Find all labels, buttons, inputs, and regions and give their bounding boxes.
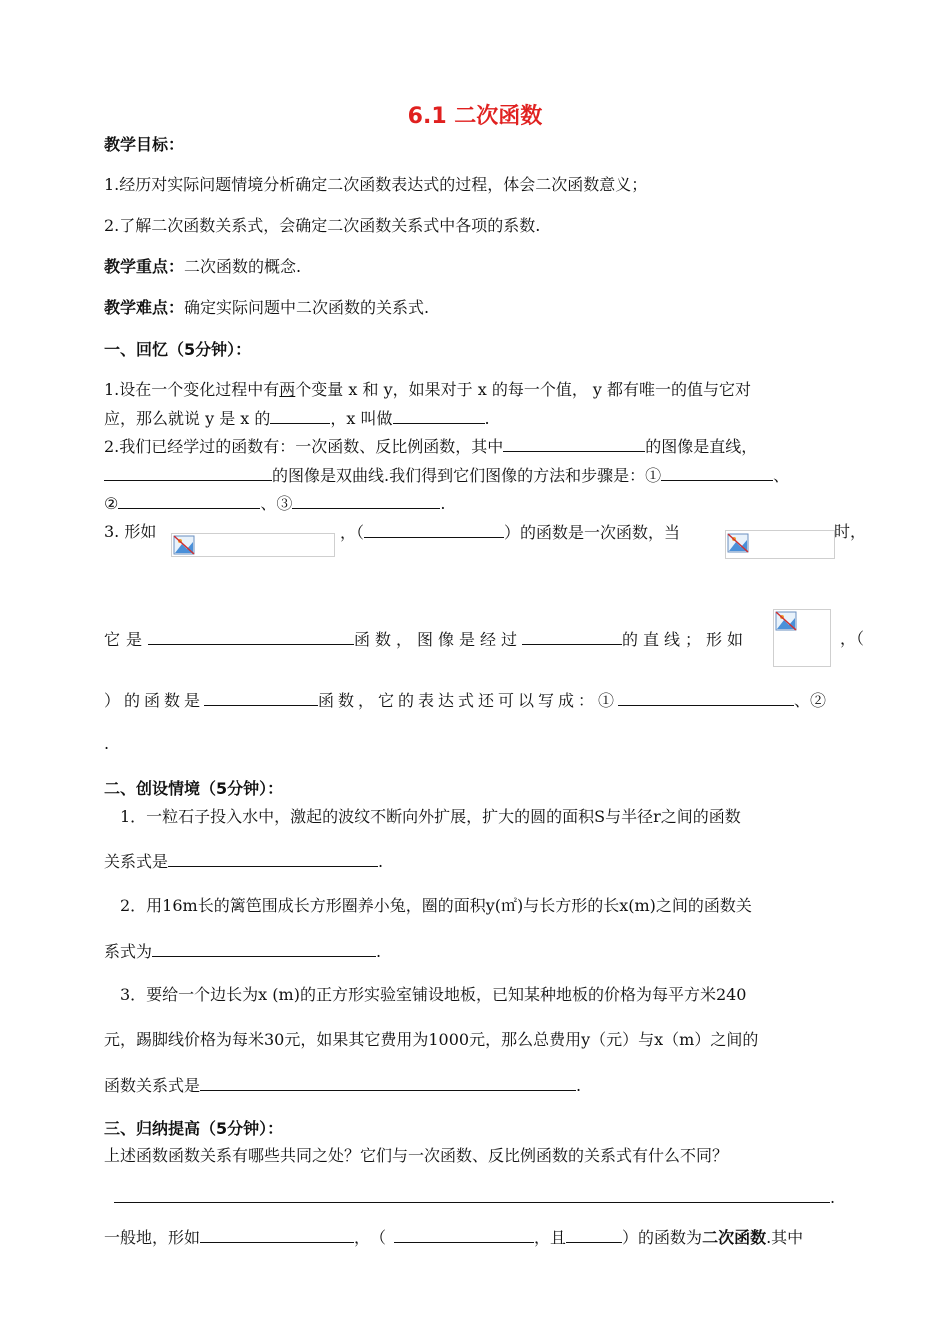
section3-heading: 三、归纳提高（5分钟）： bbox=[104, 1119, 284, 1138]
answer-blank[interactable] bbox=[503, 435, 645, 452]
s3-answer-line bbox=[114, 1186, 835, 1209]
text: 1.设在一个变化过程中有 bbox=[104, 380, 280, 399]
answer-blank[interactable] bbox=[118, 492, 260, 509]
text: 、② bbox=[794, 691, 827, 710]
text: 2.我们已经学过的函数有：一次函数、反比例函数，其中 bbox=[104, 437, 504, 456]
text: 的图像是双曲线.我们得到它们图像的方法和步骤是：① bbox=[272, 466, 662, 485]
answer-blank[interactable] bbox=[168, 850, 378, 867]
s2-p1-line1: 1．一粒石子投入水中，激起的波纹不断向外扩展，扩大的圆的面积S与半径r之间的函数 bbox=[120, 807, 741, 826]
s1-q1-line1 bbox=[104, 379, 751, 401]
page-title: 6.1 二次函数 bbox=[407, 104, 543, 129]
s1-q3-line2 bbox=[104, 628, 748, 651]
text: 、 bbox=[773, 466, 790, 485]
section1-heading: 一、回忆（5分钟）： bbox=[104, 340, 252, 359]
answer-blank[interactable] bbox=[393, 407, 485, 424]
s2-p3-line2: 元，踢脚线价格为每米30元，如果其它费用为1000元，那么总费用y（元）与x（m）之间的 bbox=[104, 1030, 759, 1049]
formula-image bbox=[171, 533, 335, 557]
answer-blank[interactable] bbox=[618, 689, 794, 706]
text: . bbox=[484, 409, 490, 428]
answer-blank[interactable] bbox=[152, 940, 376, 957]
s3-definition bbox=[104, 1226, 803, 1249]
answer-blank[interactable] bbox=[204, 689, 318, 706]
formula-image bbox=[725, 530, 835, 559]
objective-item-2: 2.了解二次函数关系式，会确定二次函数关系式中各项的系数. bbox=[104, 216, 541, 235]
s1-q1-line2 bbox=[104, 407, 490, 430]
objectives-heading: 教学目标： bbox=[104, 135, 185, 154]
focus-text: 二次函数的概念. bbox=[184, 257, 302, 276]
text: 系式为 bbox=[104, 942, 153, 961]
text: 3. 形如 bbox=[104, 522, 157, 541]
text: 、③ bbox=[260, 494, 293, 513]
s1-q2-line1 bbox=[104, 435, 757, 458]
text: 应，那么就说 y 是 x 的 bbox=[104, 409, 271, 428]
teaching-difficulty bbox=[104, 297, 429, 319]
answer-blank[interactable] bbox=[661, 464, 773, 481]
text: 函数关系式是 bbox=[104, 1076, 201, 1095]
answer-blank[interactable] bbox=[200, 1074, 576, 1091]
s1-q3-line1-end: 时， bbox=[834, 522, 867, 541]
section2-heading: 二、创设情境（5分钟）： bbox=[104, 779, 284, 798]
broken-image-icon bbox=[172, 534, 196, 556]
s1-q3-line3 bbox=[104, 689, 826, 712]
focus-label: 教学重点： bbox=[104, 257, 185, 276]
s2-p3-line1: 3．要给一个边长为x (m)的正方形实验室铺设地板，已知某种地板的价格为每平方米240 bbox=[120, 985, 747, 1004]
s3-question: 上述函数函数关系有哪些共同之处？它们与一次函数、反比例函数的关系式有什么不同？ bbox=[104, 1146, 729, 1165]
broken-image-icon bbox=[774, 610, 798, 634]
text: . bbox=[376, 942, 382, 961]
teaching-focus bbox=[104, 256, 301, 278]
text: ，（ bbox=[354, 1228, 395, 1247]
text: 的图像是直线， bbox=[645, 437, 758, 456]
s1-q2-line3 bbox=[104, 492, 445, 515]
text: ）的函数是一次函数，当 bbox=[504, 523, 681, 542]
text: .其中 bbox=[766, 1228, 804, 1247]
answer-blank[interactable] bbox=[148, 628, 354, 645]
s2-p3-line3 bbox=[104, 1074, 581, 1097]
text: ）的函数是 bbox=[104, 691, 205, 710]
formula-image bbox=[773, 609, 831, 667]
text: 的直线；形如 bbox=[622, 630, 749, 649]
answer-blank[interactable] bbox=[394, 1226, 534, 1243]
s1-q3-line1-mid bbox=[340, 521, 680, 544]
answer-blank[interactable] bbox=[270, 407, 330, 424]
text: ② bbox=[104, 494, 119, 513]
text: 函数，它的表达式还可以写成：① bbox=[318, 691, 619, 710]
answer-blank[interactable] bbox=[566, 1226, 622, 1243]
answer-blank[interactable] bbox=[364, 521, 504, 538]
difficulty-label: 教学难点： bbox=[104, 298, 185, 317]
text: . bbox=[440, 494, 446, 513]
text: 函数，图像是经过 bbox=[354, 630, 523, 649]
underlined-word: 两 bbox=[279, 380, 296, 399]
objective-item-1: 1.经历对实际问题情境分析确定二次函数表达式的过程，体会二次函数意义； bbox=[104, 175, 648, 194]
text: ，x 叫做 bbox=[330, 409, 393, 428]
answer-blank[interactable] bbox=[104, 464, 272, 481]
broken-image-icon bbox=[726, 531, 750, 555]
s2-p2-line2 bbox=[104, 940, 381, 963]
s2-p2-line1: 2．用16m长的篱笆围成长方形圈养小兔，圈的面积y(㎡)与长方形的长x(m)之间的函数关 bbox=[120, 896, 752, 915]
text: ，且 bbox=[534, 1228, 567, 1247]
answer-blank[interactable] bbox=[522, 628, 622, 645]
text: 它是 bbox=[104, 630, 149, 649]
s2-p1-line2 bbox=[104, 850, 383, 873]
text: . bbox=[830, 1188, 836, 1207]
text: . bbox=[576, 1076, 582, 1095]
answer-blank[interactable] bbox=[292, 492, 440, 509]
answer-blank[interactable] bbox=[114, 1186, 830, 1203]
s1-q2-line2 bbox=[104, 464, 789, 487]
text: 一般地，形如 bbox=[104, 1228, 201, 1247]
s1-q3-line2-end: ，（ bbox=[840, 629, 865, 648]
answer-blank[interactable] bbox=[200, 1226, 354, 1243]
text: 关系式是 bbox=[104, 852, 169, 871]
difficulty-text: 确定实际问题中二次函数的关系式. bbox=[184, 298, 430, 317]
s1-q3-line4: . bbox=[104, 734, 110, 753]
text: ）的函数为 bbox=[622, 1228, 703, 1247]
text: 个变量 x 和 y，如果对于 x 的每一个值， y 都有唯一的值与它对 bbox=[295, 380, 752, 399]
text: ，（ bbox=[340, 523, 365, 542]
text: . bbox=[378, 852, 384, 871]
s1-q3-line1 bbox=[104, 521, 156, 543]
key-term: 二次函数 bbox=[702, 1228, 767, 1247]
